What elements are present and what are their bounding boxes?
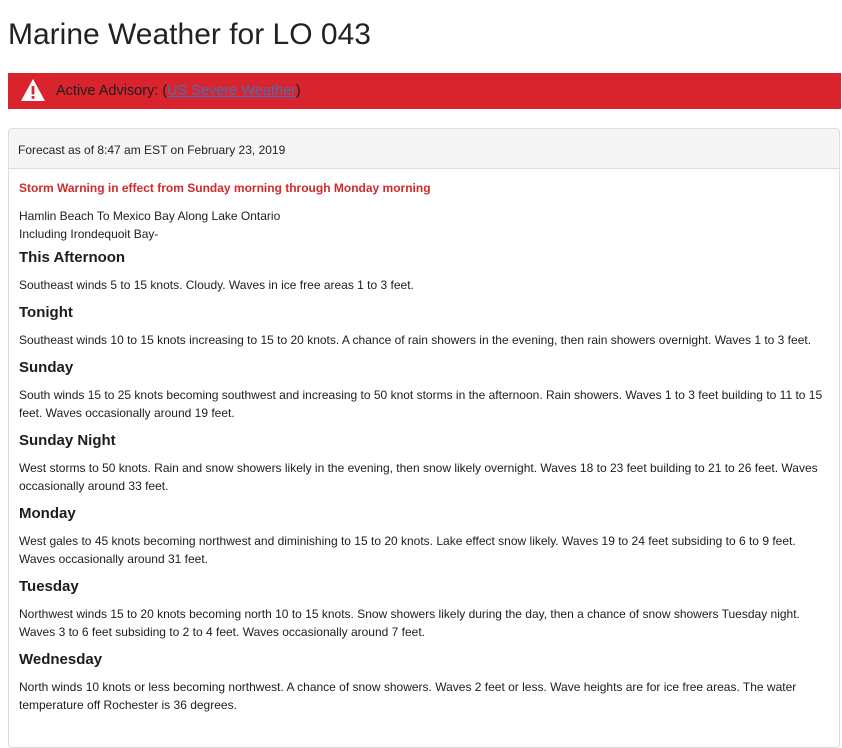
forecast-area: [19, 207, 829, 243]
period-title: Tonight: [19, 304, 73, 321]
forecast-period: [19, 504, 829, 568]
forecast-period: [19, 431, 829, 495]
forecast-area-line: Hamlin Beach To Mexico Bay Along Lake Ontario: [19, 209, 281, 223]
period-text: Northwest winds 15 to 20 knots becoming north 10 to 15 knots. Snow showers likely during the day, then a chance of snow showers Tuesday night. Waves 3 to 6 feet subsiding to 2 to 4 feet. Waves occasionally around 7 feet.: [19, 607, 800, 639]
forecast-area-line: Including Irondequoit Bay-: [19, 227, 159, 241]
period-title: Sunday Night: [19, 432, 116, 449]
period-title: Sunday: [19, 359, 74, 376]
warning-triangle-icon: [20, 78, 46, 102]
period-text: West storms to 50 knots. Rain and snow showers likely in the evening, then snow likely overnight. Waves 18 to 23 feet building to 21 to 26 feet. Waves occasionally around 33 feet.: [19, 461, 818, 493]
page-title: Marine Weather for LO 043: [8, 18, 371, 51]
period-title: Monday: [19, 505, 76, 522]
period-title: This Afternoon: [19, 249, 126, 266]
advisory-link[interactable]: US Severe Weather: [167, 83, 296, 99]
forecast-body: [9, 169, 839, 714]
forecast-period: [19, 248, 829, 294]
period-text: North winds 10 knots or less becoming northwest. A chance of snow showers. Waves 2 feet or less. Wave heights are for ice free areas. The water temperature off Rochester is 36 degrees.: [19, 680, 797, 712]
advisory-banner: [8, 73, 841, 109]
forecast-timestamp: Forecast as of 8:47 am EST on February 23, 2019: [9, 129, 839, 169]
period-text: Southeast winds 5 to 15 knots. Cloudy. Waves in ice free areas 1 to 3 feet.: [19, 278, 414, 292]
period-title: Wednesday: [19, 651, 103, 668]
period-title: Tuesday: [19, 578, 79, 595]
advisory-prefix: Active Advisory: (: [56, 83, 168, 99]
forecast-period: [19, 358, 829, 422]
storm-warning-text: Storm Warning in effect from Sunday morning through Monday morning: [19, 181, 431, 195]
period-text: South winds 15 to 25 knots becoming southwest and increasing to 50 knot storms in the afternoon. Rain showers. Waves 1 to 3 feet building to 11 to 15 feet. Waves occasionally around 19 feet.: [19, 388, 823, 420]
forecast-period: [19, 650, 829, 714]
forecast-period: [19, 577, 829, 641]
period-text: West gales to 45 knots becoming northwest and diminishing to 15 to 20 knots. Lake effect snow likely. Waves 19 to 24 feet subsiding to 6 to 9 feet. Waves occasionally around 31 feet.: [19, 534, 796, 566]
forecast-panel: [8, 128, 840, 748]
period-text: Southeast winds 10 to 15 knots increasing to 15 to 20 knots. A chance of rain showers in the evening, then rain showers overnight. Waves 1 to 3 feet.: [19, 333, 812, 347]
advisory-text: [56, 82, 301, 100]
advisory-suffix: ): [295, 83, 301, 99]
forecast-period: [19, 303, 829, 349]
